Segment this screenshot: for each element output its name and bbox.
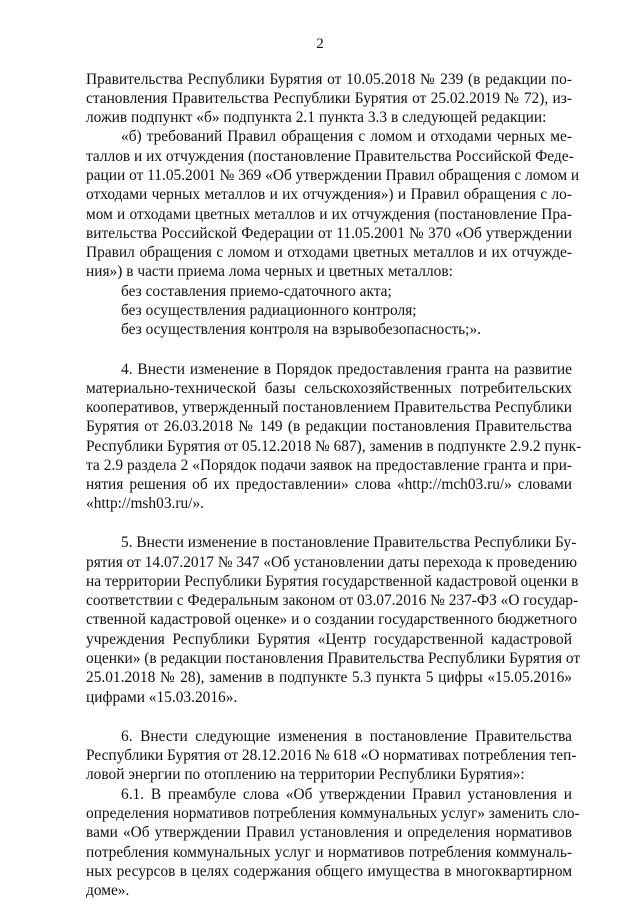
text-line: на территории Республики Бурятия государственной кадастровой оценки в: [86, 573, 579, 590]
text-line: Правил обращения с ломом и отходами цветных металлов и их отчужде-: [86, 244, 572, 261]
text-line: цифрами «15.03.2016».: [86, 689, 238, 706]
text-line: учреждения Республики Бурятия «Центр государственной кадастровой: [86, 631, 572, 648]
text-line: 6.1. В преамбуле слова «Об утверждении Правил установления и: [121, 786, 572, 803]
text-line: нятия решения об их предоставлении» слова «http://mch03.ru/» словами: [86, 476, 572, 493]
text-line: 6. Внести следующие изменения в постановление Правительства: [121, 728, 572, 745]
text-line: определения нормативов потребления коммунальных услуг» заменить сло-: [86, 805, 580, 822]
text-line: та 2.9 раздела 2 «Порядок подачи заявок на предоставление гранта и при-: [86, 457, 572, 474]
text-line: доме».: [86, 882, 130, 899]
text-line: Правительства Республики Бурятия от 10.05.2018 № 239 (в редакции по-: [86, 71, 572, 88]
text-line: мом и отходами цветных металлов и их отчуждения (постановление Пра-: [86, 206, 572, 223]
text-line: соответствии с Федеральным законом от 03.07.2016 № 237-ФЗ «О государ-: [86, 592, 579, 609]
list-item: без осуществления радиационного контроля;: [121, 302, 417, 319]
text-line: потребления коммунальных услуг и нормативов потребления коммуналь-: [86, 844, 572, 861]
text-line: ложив подпункт «б» подпункта 2.1 пункта 3.3 в следующей редакции:: [86, 109, 547, 126]
text-line: Бурятия от 26.03.2018 № 149 (в редакции постановления Правительства: [86, 418, 572, 435]
text-line: Республики Бурятия от 28.12.2016 № 618 «О нормативах потребления теп-: [86, 747, 577, 764]
text-line: ных ресурсов в целях содержания общего имущества в многоквартирном: [86, 863, 572, 880]
text-line: оценки» (в редакции постановления Правительства Республики Бурятия от: [86, 650, 581, 667]
text-line: вами «Об утверждении Правил установления и определения нормативов: [86, 824, 572, 841]
list-item: без составления приемо-сдаточного акта;: [121, 283, 392, 300]
text-line: «http://msh03.ru/».: [86, 495, 204, 512]
text-line: 25.01.2018 № 28), заменив в подпункте 5.3 пункта 5 цифры «15.05.2016»: [86, 669, 572, 686]
text-line: «б) требований Правил обращения с ломом и отходами черных ме-: [121, 128, 572, 145]
text-line: ственной кадастровой оценке» и о создании государственного бюджетного: [86, 611, 578, 628]
text-line: становления Правительства Республики Бурятия от 25.02.2019 № 72), из-: [86, 90, 572, 107]
text-line: таллов и их отчуждения (постановление Правительства Российской Феде-: [86, 148, 574, 165]
text-line: вительства Российской Федерации от 11.05.2001 № 370 «Об утверждении: [86, 225, 572, 242]
text-line: ловой энергии по отоплению на территории Республики Бурятия»:: [86, 766, 525, 783]
text-line: 4. Внести изменение в Порядок предоставления гранта на развитие: [121, 361, 572, 378]
text-line: 5. Внести изменение в постановление Правительства Республики Бу-: [121, 534, 577, 551]
page-number: 2: [316, 36, 324, 52]
text-line: Республики Бурятия от 05.12.2018 № 687), заменив в подпункте 2.9.2 пунк-: [86, 438, 582, 455]
list-item: без осуществления контроля на взрывобезопасность;».: [121, 321, 482, 338]
text-line: отходами черных металлов и их отчуждения») и Правил обращения с ло-: [86, 186, 572, 203]
text-line: рятия от 14.07.2017 № 347 «Об установлении даты перехода к проведению: [86, 554, 577, 571]
text-line: кооперативов, утвержденный постановлением Правительства Республики: [86, 399, 572, 416]
text-line: ния») в части приема лома черных и цветных металлов:: [86, 263, 453, 280]
text-line: рации от 11.05.2001 № 369 «Об утверждении Правил обращения с ломом и: [86, 167, 580, 184]
text-line: материально-технической базы сельскохозяйственных потребительских: [86, 380, 572, 397]
